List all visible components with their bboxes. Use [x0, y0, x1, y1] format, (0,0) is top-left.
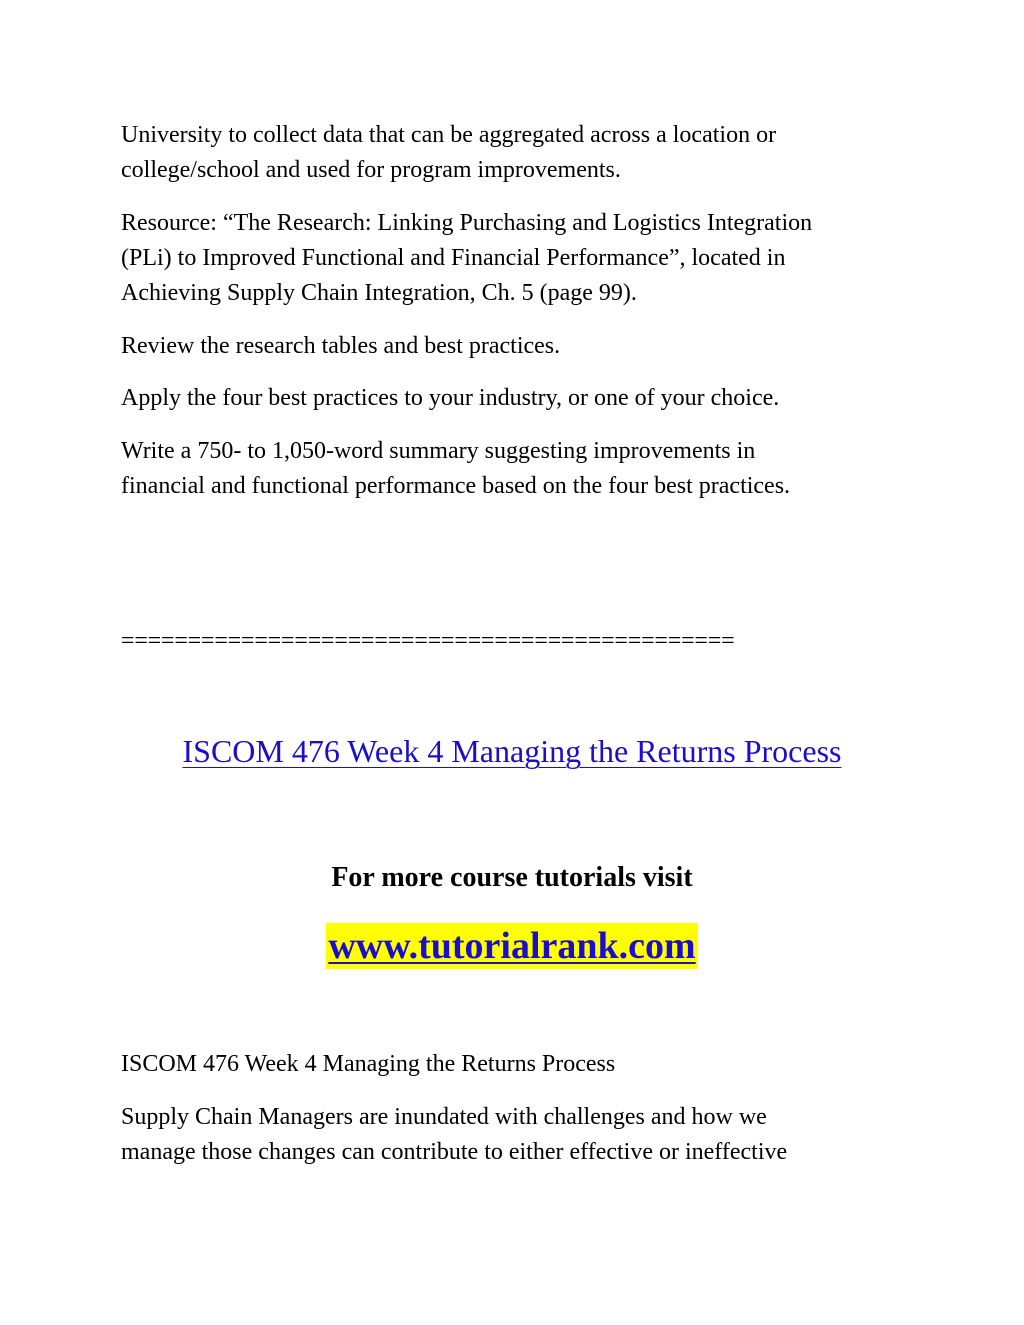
intro-paragraph	[121, 118, 911, 188]
text-line: (PLi) to Improved Functional and Financial Performance”, located in	[121, 245, 786, 271]
text-line: Supply Chain Managers are inundated with challenges and how we	[121, 1104, 767, 1130]
text-line: ISCOM 476 Week 4 Managing the Returns Process	[121, 1051, 616, 1077]
text-line: college/school and used for program improvements.	[121, 157, 621, 183]
section-heading	[121, 1047, 911, 1082]
write-paragraph	[121, 434, 911, 504]
tutorialrank-url-link[interactable]: www.tutorialrank.com	[328, 925, 696, 967]
text-line: Write a 750- to 1,050-word summary suggesting improvements in	[121, 438, 756, 464]
resource-paragraph	[121, 206, 911, 311]
text-line: Review the research tables and best practices.	[121, 333, 561, 359]
supply-chain-paragraph	[121, 1100, 911, 1170]
tutorials-visit-text: For more course tutorials visit	[331, 862, 693, 893]
apply-paragraph	[121, 381, 911, 416]
text-line: University to collect data that can be aggregated across a location or	[121, 122, 777, 148]
url-container	[0, 923, 1024, 971]
review-paragraph	[121, 329, 911, 364]
text-line: Achieving Supply Chain Integration, Ch. 5 (page 99).	[121, 280, 637, 306]
course-title-link[interactable]: ISCOM 476 Week 4 Managing the Returns Process	[182, 733, 842, 769]
text-line: Apply the four best practices to your industry, or one of your choice.	[121, 385, 780, 411]
separator-line: ==============================================	[121, 628, 735, 654]
text-line: financial and functional performance based on the four best practices.	[121, 473, 791, 499]
text-line: manage those changes can contribute to either effective or ineffective	[121, 1139, 788, 1165]
text-line: Resource: “The Research: Linking Purchasing and Logistics Integration	[121, 210, 813, 236]
